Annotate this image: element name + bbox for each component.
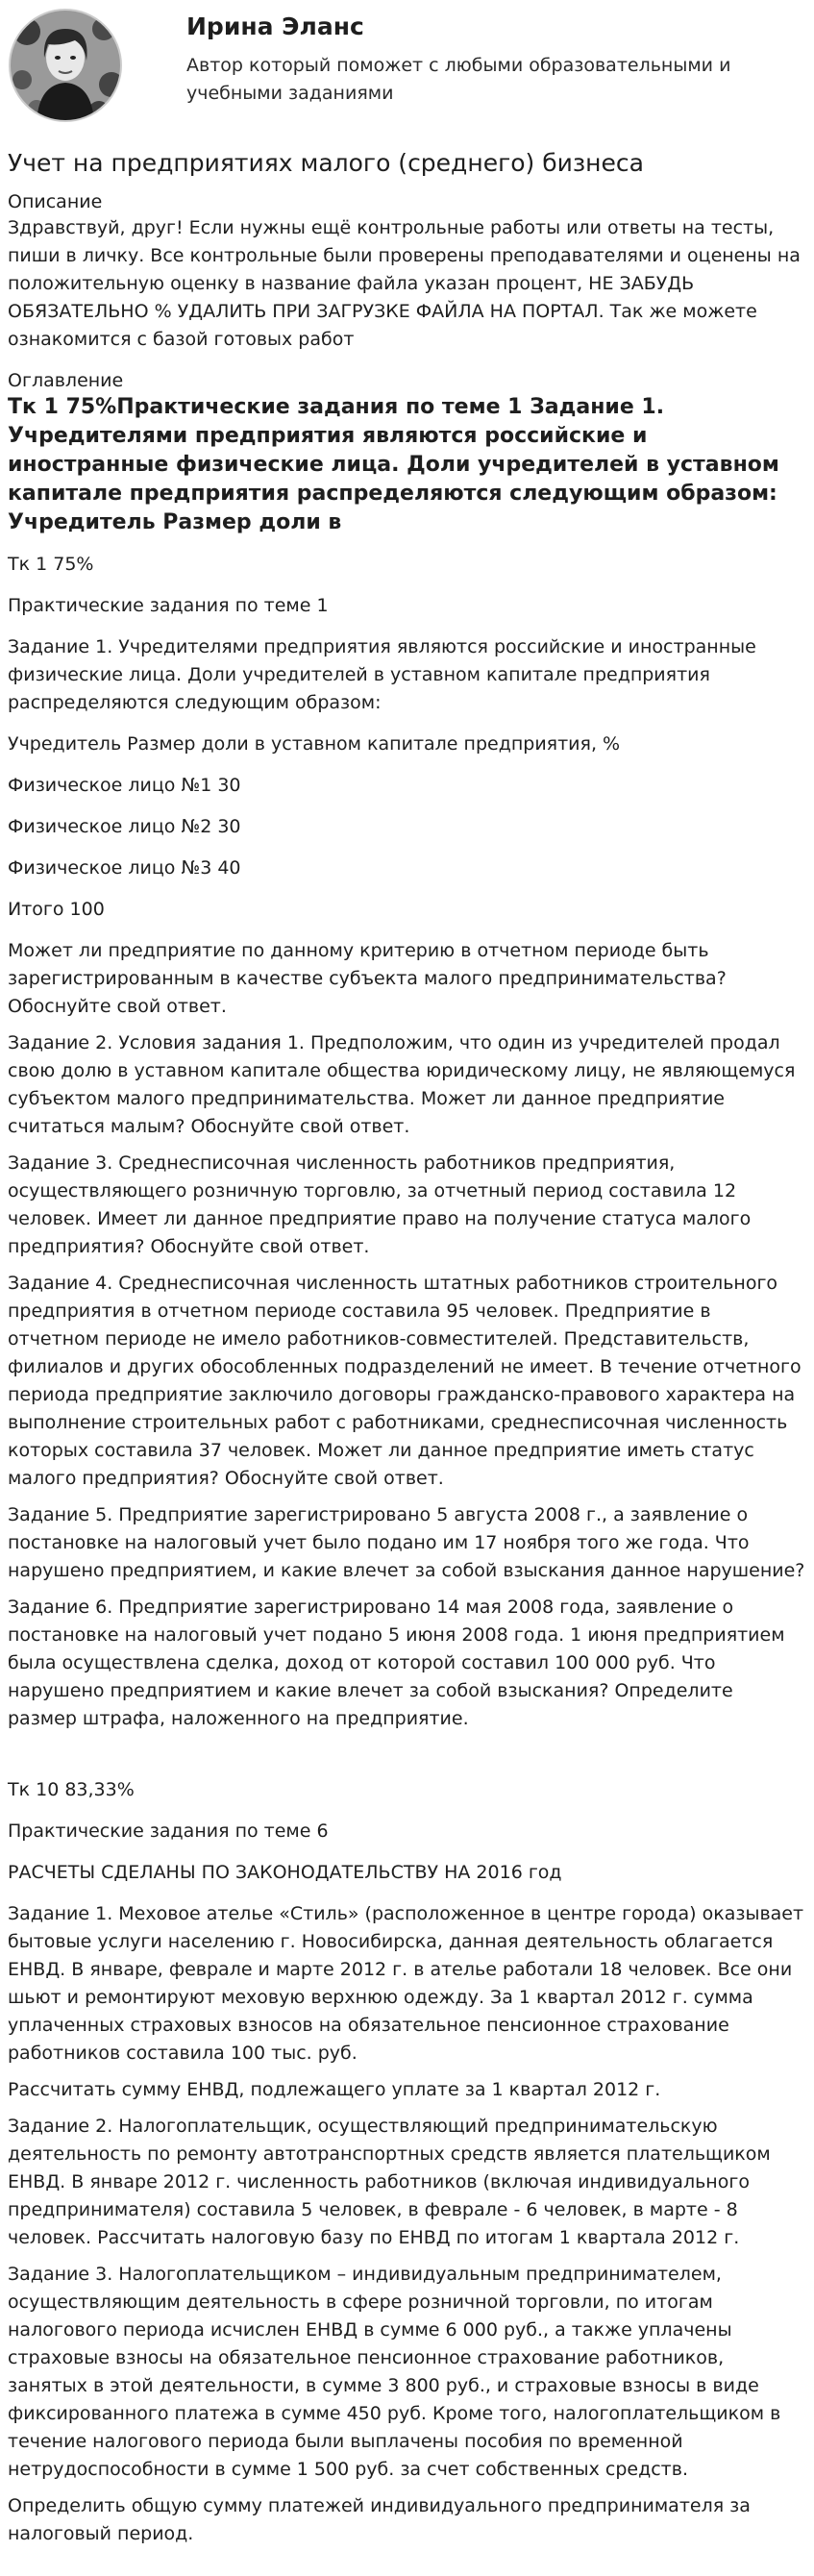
- content-paragraph: Физическое лицо №2 30: [8, 816, 241, 837]
- content-paragraph: Задание 1. Меховое ателье «Стиль» (расположенное в центре города) оказывает бытовые услуги населению г. Новосибирска, данная деятельность облагается ЕНВД. В январе, феврале и марте 2012 г. в ателье работали 18 человек. Все они шьют и ремонтируют меховую верхнюю одежду. За 1 квартал 2012 г. сумма уплаченных страховых взносов на обязательное пенсионное страхование работников составила 100 тыс. руб.: [8, 1903, 804, 2064]
- content-paragraph: Может ли предприятие по данному критерию в отчетном периоде быть зарегистрированным в качестве субъекта малого предпринимательства? Обоснуйте свой ответ.: [8, 940, 727, 1017]
- content-block-2: [8, 1776, 806, 2548]
- content-block-1: [8, 551, 806, 1733]
- content-paragraph: Физическое лицо №1 30: [8, 775, 241, 796]
- avatar[interactable]: [8, 8, 123, 123]
- toc-title: Тк 1 75%Практические задания по теме 1 Задание 1. Учредителями предприятия являются российские и иностранные физические лица. Доли учредителей в уставном капитале предприятия распределяются следующим образом: Учредитель Размер доли в: [8, 395, 779, 534]
- author-name[interactable]: Ирина Эланс: [186, 12, 364, 40]
- content-paragraph: Задание 3. Среднесписочная численность работников предприятия, осуществляющего розничную торговлю, за отчетный период составила 12 человек. Имеет ли данное предприятие право на получение статуса малого предприятия? Обоснуйте свой ответ.: [8, 1152, 752, 1257]
- content-paragraph: Тк 1 75%: [8, 554, 94, 575]
- content-paragraph: Задание 1. Учредителями предприятия являются российские и иностранные физические лица. Доли учредителей в уставном капитале предприятия распределяются следующим образом:: [8, 636, 756, 713]
- content-paragraph: РАСЧЕТЫ СДЕЛАНЫ ПО ЗАКОНОДАТЕЛЬСТВУ НА 2016 год: [8, 1862, 562, 1883]
- content-paragraph: Практические задания по теме 6: [8, 1821, 329, 1842]
- content-paragraph: Тк 10 83,33%: [8, 1779, 135, 1800]
- author-photo-icon: [8, 8, 123, 123]
- author-info: [186, 6, 763, 108]
- content-paragraph: Задание 5. Предприятие зарегистрировано 5 августа 2008 г., а заявление о постановке на налоговый учет было подано им 17 ноября того же года. Что нарушено предприятием, и какие влечет за собой взыскания данное нарушение?: [8, 1504, 805, 1581]
- page-title: Учет на предприятиях малого (среднего) бизнеса: [8, 149, 644, 177]
- content-paragraph: Учредитель Размер доли в уставном капитале предприятия, %: [8, 733, 621, 755]
- content-paragraph: Физическое лицо №3 40: [8, 857, 241, 879]
- author-card: [8, 6, 806, 131]
- content-paragraph: Итого 100: [8, 899, 105, 920]
- content-paragraph: Задание 3. Налогоплательщиком – индивидуальным предпринимателем, осуществляющим деятельность в сфере розничной торговли, по итогам налогового периода исчислен ЕНВД в сумме 6 000 руб., а также уплачены страховые взносы на обязательное пенсионное страхование работников, занятых в этой деятельности, в сумме 3 800 руб., и страховые взносы в виде фиксированного платежа в сумме 450 руб. Кроме того, налогоплательщиком в течение налогового периода были выплачены пособия по временной нетрудоспособности в сумме 1 500 руб. за счет собственных средств.: [8, 2264, 781, 2480]
- content-paragraph: Рассчитать сумму ЕНВД, подлежащего уплате за 1 квартал 2012 г.: [8, 2079, 661, 2100]
- content-paragraph: Практические задания по теме 1: [8, 595, 329, 616]
- content-paragraph: Определить общую сумму платежей индивидуального предпринимателя за налоговый период.: [8, 2495, 751, 2544]
- content-paragraph: Задание 6. Предприятие зарегистрировано 14 мая 2008 года, заявление о постановке на налоговый учет подано 5 июня 2008 года. 1 июня предприятием была осуществлена сделка, доход от которой составил 100 000 руб. Что нарушено предприятием и какие влечет за собой взыскания? Определите размер штрафа, наложенного на предприятие.: [8, 1597, 785, 1729]
- section-spacer: [8, 1742, 806, 1776]
- content-paragraph: Задание 4. Среднесписочная численность штатных работников строительного предприятия в отчетном периоде составила 95 человек. Предприятие в отчетном периоде не имело работников-совместителей. Представительств, филиалов и других обособленных подразделений не имеет. В течение отчетного периода предприятие заключило договоры гражданско-правового характера на выполнение строительных работ с работниками, среднесписочная численность которых составила 37 человек. Может ли данное предприятие иметь статус малого предприятия? Обоснуйте свой ответ.: [8, 1273, 802, 1489]
- author-description: Автор который поможет с любыми образовательными и учебными заданиями: [186, 55, 731, 104]
- toc-label: Оглавление: [8, 370, 124, 391]
- description-text: Здравствуй, друг! Если нужны ещё контрольные работы или ответы на тесты, пиши в личку. Все контрольные были проверены преподавателями и оценены на положительную оценку в название файла указан процент, НЕ ЗАБУДЬ ОБЯЗАТЕЛЬНО % УДАЛИТЬ ПРИ ЗАГРУЗКЕ ФАЙЛА НА ПОРТАЛ. Так же можете ознакомится с базой готовых работ: [8, 217, 801, 350]
- content-paragraph: Задание 2. Условия задания 1. Предположим, что один из учредителей продал свою долю в уставном капитале общества юридическому лицу, не являющемуся субъектом малого предпринимательства. Может ли данное предприятие считаться малым? Обоснуйте свой ответ.: [8, 1032, 796, 1137]
- content-paragraph: Задание 2. Налогоплательщик, осуществляющий предпринимательскую деятельность по ремонту автотранспортных средств является плательщиком ЕНВД. В январе 2012 г. численность работников (включая индивидуального предпринимателя) составила 5 человек, в феврале - 6 человек, в марте - 8 человек. Рассчитать налоговую базу по ЕНВД по итогам 1 квартала 2012 г.: [8, 2116, 771, 2248]
- description-label: Описание: [8, 191, 103, 212]
